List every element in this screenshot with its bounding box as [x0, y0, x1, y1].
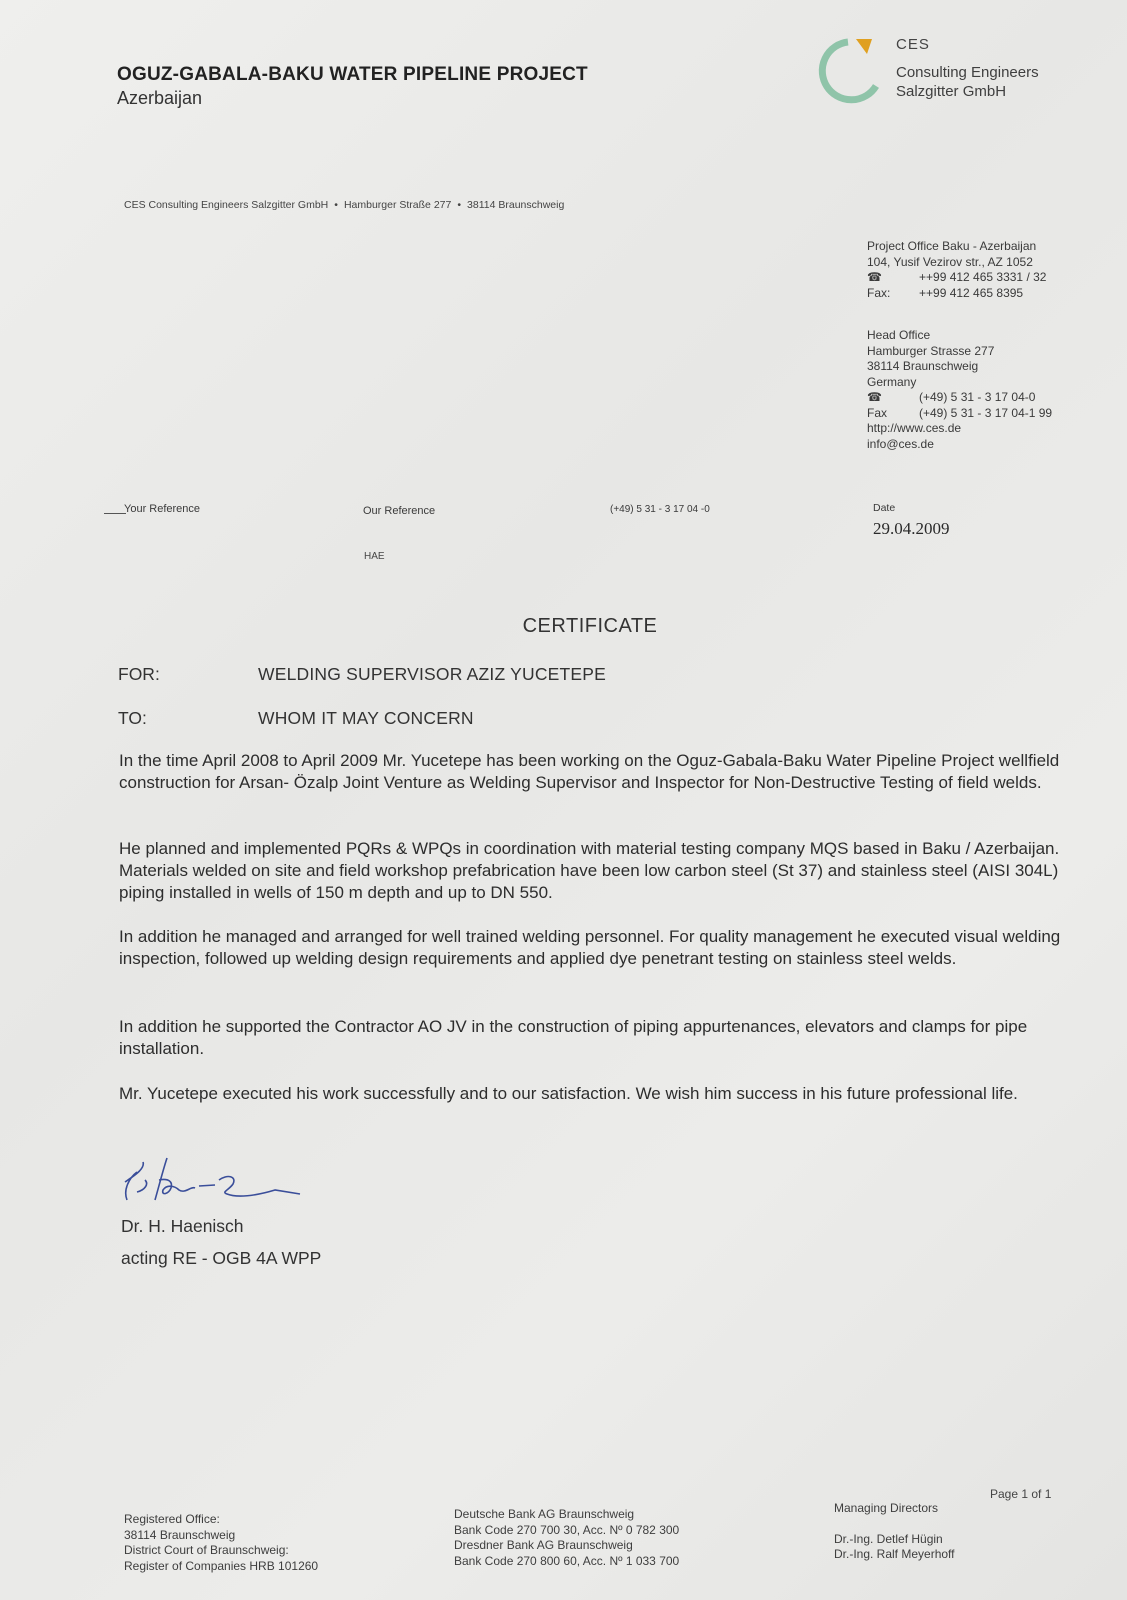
registered-office-label: Registered Office:: [124, 1512, 220, 1526]
fax-label: Fax: [867, 405, 888, 420]
registered-city: 38114 Braunschweig: [124, 1527, 236, 1542]
fax-label: Fax:: [867, 285, 891, 300]
footer-bank-details: [454, 1507, 679, 1569]
paragraph-3: In addition he managed and arranged for well trained welding personnel. For quality management he executed visual welding inspection, followed up welding design requirements and applied dye penetrant testing on stainless steel welds.: [119, 927, 1061, 968]
paragraph-1: In the time April 2008 to April 2009 Mr. Yucetepe has been working on the Oguz-Gabala-Baku Water Pipeline Project wellfield construction for Arsan- Özalp Joint Venture as Welding Supervisor and Inspector for Non-Destructive Testing of field welds.: [119, 751, 1060, 792]
project-office-title: Project Office Baku - Azerbaijan: [867, 239, 1037, 253]
signer-name: Dr. H. Haenisch: [121, 1216, 244, 1236]
to-value: WHOM IT MAY CONCERN: [258, 708, 474, 728]
company-register: Register of Companies HRB 101260: [124, 1558, 319, 1573]
phone-reference: (+49) 5 31 - 3 17 04 -0: [610, 504, 710, 515]
head-office-city: 38114 Braunschweig: [867, 359, 979, 373]
footer-registered-office: [124, 1512, 318, 1574]
project-office-block: [867, 239, 1046, 301]
paragraph-5: Mr. Yucetepe executed his work successfully and to our satisfaction. We wish him success in his future professional life.: [119, 1084, 1018, 1103]
signer-role: acting RE - OGB 4A WPP: [121, 1248, 322, 1268]
company-short-name: CES: [896, 36, 930, 53]
head-office-phone: (+49) 5 31 - 3 17 04-0: [919, 390, 1036, 404]
date-value: 29.04.2009: [873, 519, 950, 538]
head-office-email: info@ces.de: [867, 436, 934, 451]
company-line-2: Salzgitter GmbH: [896, 83, 1007, 100]
project-location: Azerbaijan: [117, 88, 203, 108]
head-office-street: Hamburger Strasse 277: [867, 343, 995, 358]
bank-1-name: Deutsche Bank AG Braunschweig: [454, 1507, 635, 1521]
head-office-country: Germany: [867, 374, 917, 389]
company-full-name: [896, 63, 1039, 101]
reference-rule: [104, 513, 126, 514]
head-office-fax: (+49) 5 31 - 3 17 04-1 99: [919, 405, 1053, 420]
handwritten-signature: [115, 1150, 315, 1210]
director-1: Dr.-Ing. Detlef Hügin: [834, 1531, 943, 1546]
our-reference-value: HAE: [364, 551, 385, 562]
bank-1-code: Bank Code 270 700 30, Acc. Nº 0 782 300: [454, 1522, 680, 1537]
page-number: Page 1 of 1: [990, 1487, 1052, 1501]
to-label: TO:: [118, 708, 147, 728]
project-office-fax: ++99 412 465 8395: [919, 285, 1024, 300]
district-court: District Court of Braunschweig:: [124, 1543, 289, 1557]
bank-2-code: Bank Code 270 800 60, Acc. Nº 1 033 700: [454, 1553, 680, 1568]
your-reference-label: Your Reference: [124, 503, 201, 515]
bullet-icon: •: [334, 199, 338, 211]
ces-logo-icon: [812, 36, 884, 106]
head-office-web: http://www.ces.de: [867, 421, 962, 435]
company-line-1: Consulting Engineers: [896, 64, 1039, 81]
footer-directors: [834, 1501, 955, 1563]
phone-icon: ☎: [867, 270, 882, 284]
project-office-address: 104, Yusif Vezirov str., AZ 1052: [867, 254, 1033, 269]
sender-company: CES Consulting Engineers Salzgitter GmbH: [124, 199, 329, 211]
project-office-phone: ++99 412 465 3331 / 32: [919, 270, 1047, 284]
our-reference-label: Our Reference: [363, 505, 436, 517]
for-label: FOR:: [118, 664, 160, 684]
bullet-icon: •: [457, 199, 462, 211]
phone-icon: ☎: [867, 390, 882, 404]
for-value: WELDING SUPERVISOR AZIZ YUCETEPE: [258, 664, 607, 684]
certificate-title: CERTIFICATE: [522, 615, 658, 637]
managing-directors-label: Managing Directors: [834, 1501, 939, 1515]
sender-address-line: [124, 199, 564, 211]
head-office-title: Head Office: [867, 328, 931, 342]
director-2: Dr.-Ing. Ralf Meyerhoff: [834, 1547, 955, 1561]
project-title: OGUZ-GABALA-BAKU WATER PIPELINE PROJECT: [117, 64, 588, 85]
date-label: Date: [873, 502, 896, 514]
paragraph-2: He planned and implemented PQRs & WPQs in coordination with material testing company MQS based in Baku / Azerbaijan. Materials welded on site and field workshop prefabrication have been low carbon steel (St 37) and stainless steel (AISI 304L) piping installed in wells of 150 m depth and up to DN 550.: [119, 839, 1060, 902]
sender-street: Hamburger Straße 277: [343, 199, 452, 211]
bank-2-name: Dresdner Bank AG Braunschweig: [454, 1538, 633, 1552]
paragraph-4: In addition he supported the Contractor AO JV in the construction of piping appurtenances, elevators and clamps for pipe installation.: [119, 1017, 1028, 1058]
sender-city: 38114 Braunschweig: [467, 199, 565, 211]
head-office-block: [867, 328, 1052, 452]
